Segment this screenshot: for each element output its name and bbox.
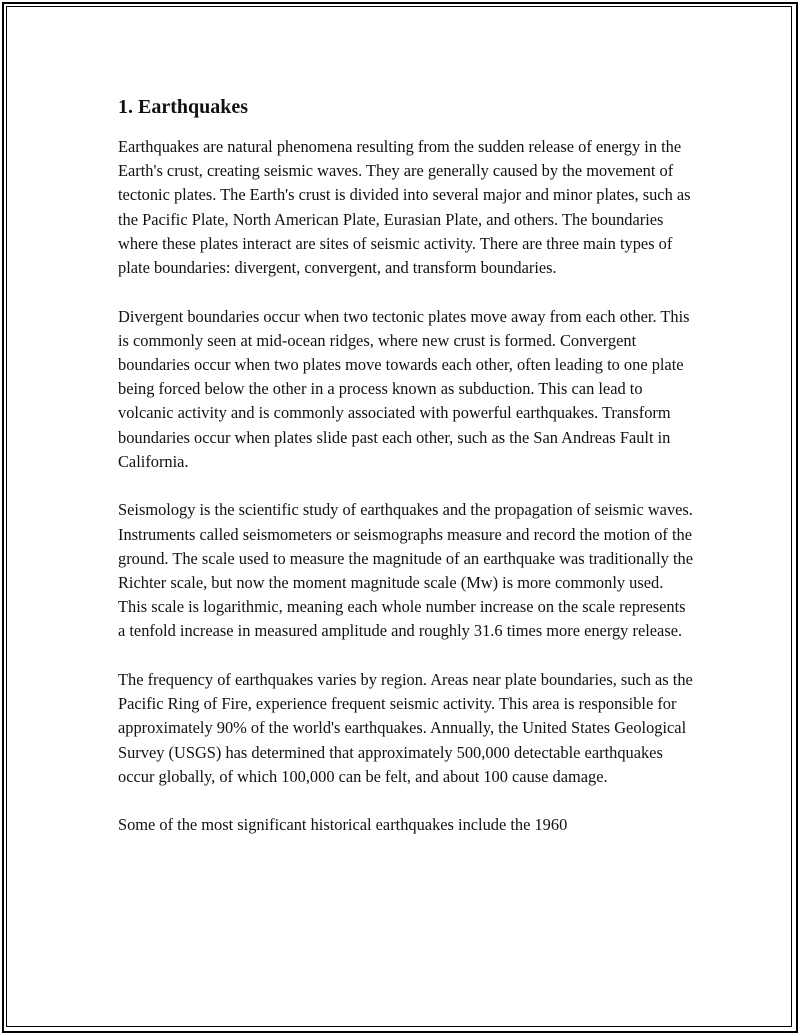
document-body (118, 94, 693, 862)
paragraph-seismology: Seismology is the scientific study of earthquakes and the propagation of seismic waves. Instruments called seismometers or seismographs measure and record the motion of the ground. The scale used to measure the magnitude of an earthquake was traditionally the Richter scale, but now the moment magnitude scale (Mw) is more commonly used. This scale is logarithmic, meaning each whole number increase on the scale represents a tenfold increase in measured amplitude and roughly 31.6 times more energy release. (118, 500, 694, 641)
section-heading: 1. Earthquakes (118, 96, 249, 118)
paragraph-frequency: The frequency of earthquakes varies by region. Areas near plate boundaries, such as the Pacific Ring of Fire, experience frequent seismic activity. This area is responsible for approximately 90% of the world's earthquakes. Annually, the United States Geological Survey (USGS) has determined that approximately 500,000 detectable earthquakes occur globally, of which 100,000 can be felt, and about 100 cause damage. (118, 670, 693, 786)
paragraph-historical: Some of the most significant historical earthquakes include the 1960 (118, 815, 568, 835)
paragraph-plate-tectonics: Earthquakes are natural phenomena resulting from the sudden release of energy in the Earth's crust, creating seismic waves. They are generally caused by the movement of tectonic plates. The Earth's crust is divided into several major and minor plates, such as the Pacific Plate, North American Plate, Eurasian Plate, and others. The boundaries where these plates interact are sites of seismic activity. There are three main types of plate boundaries: divergent, convergent, and transform boundaries. (118, 137, 691, 278)
paragraph-plate-boundaries: Divergent boundaries occur when two tectonic plates move away from each other. This is commonly seen at mid-ocean ridges, where new crust is formed. Convergent boundaries occur when two plates move towards each other, often leading to one plate being forced below the other in a process known as subduction. This can lead to volcanic activity and is commonly associated with powerful earthquakes. Transform boundaries occur when plates slide past each other, such as the San Andreas Fault in California. (118, 306, 690, 471)
